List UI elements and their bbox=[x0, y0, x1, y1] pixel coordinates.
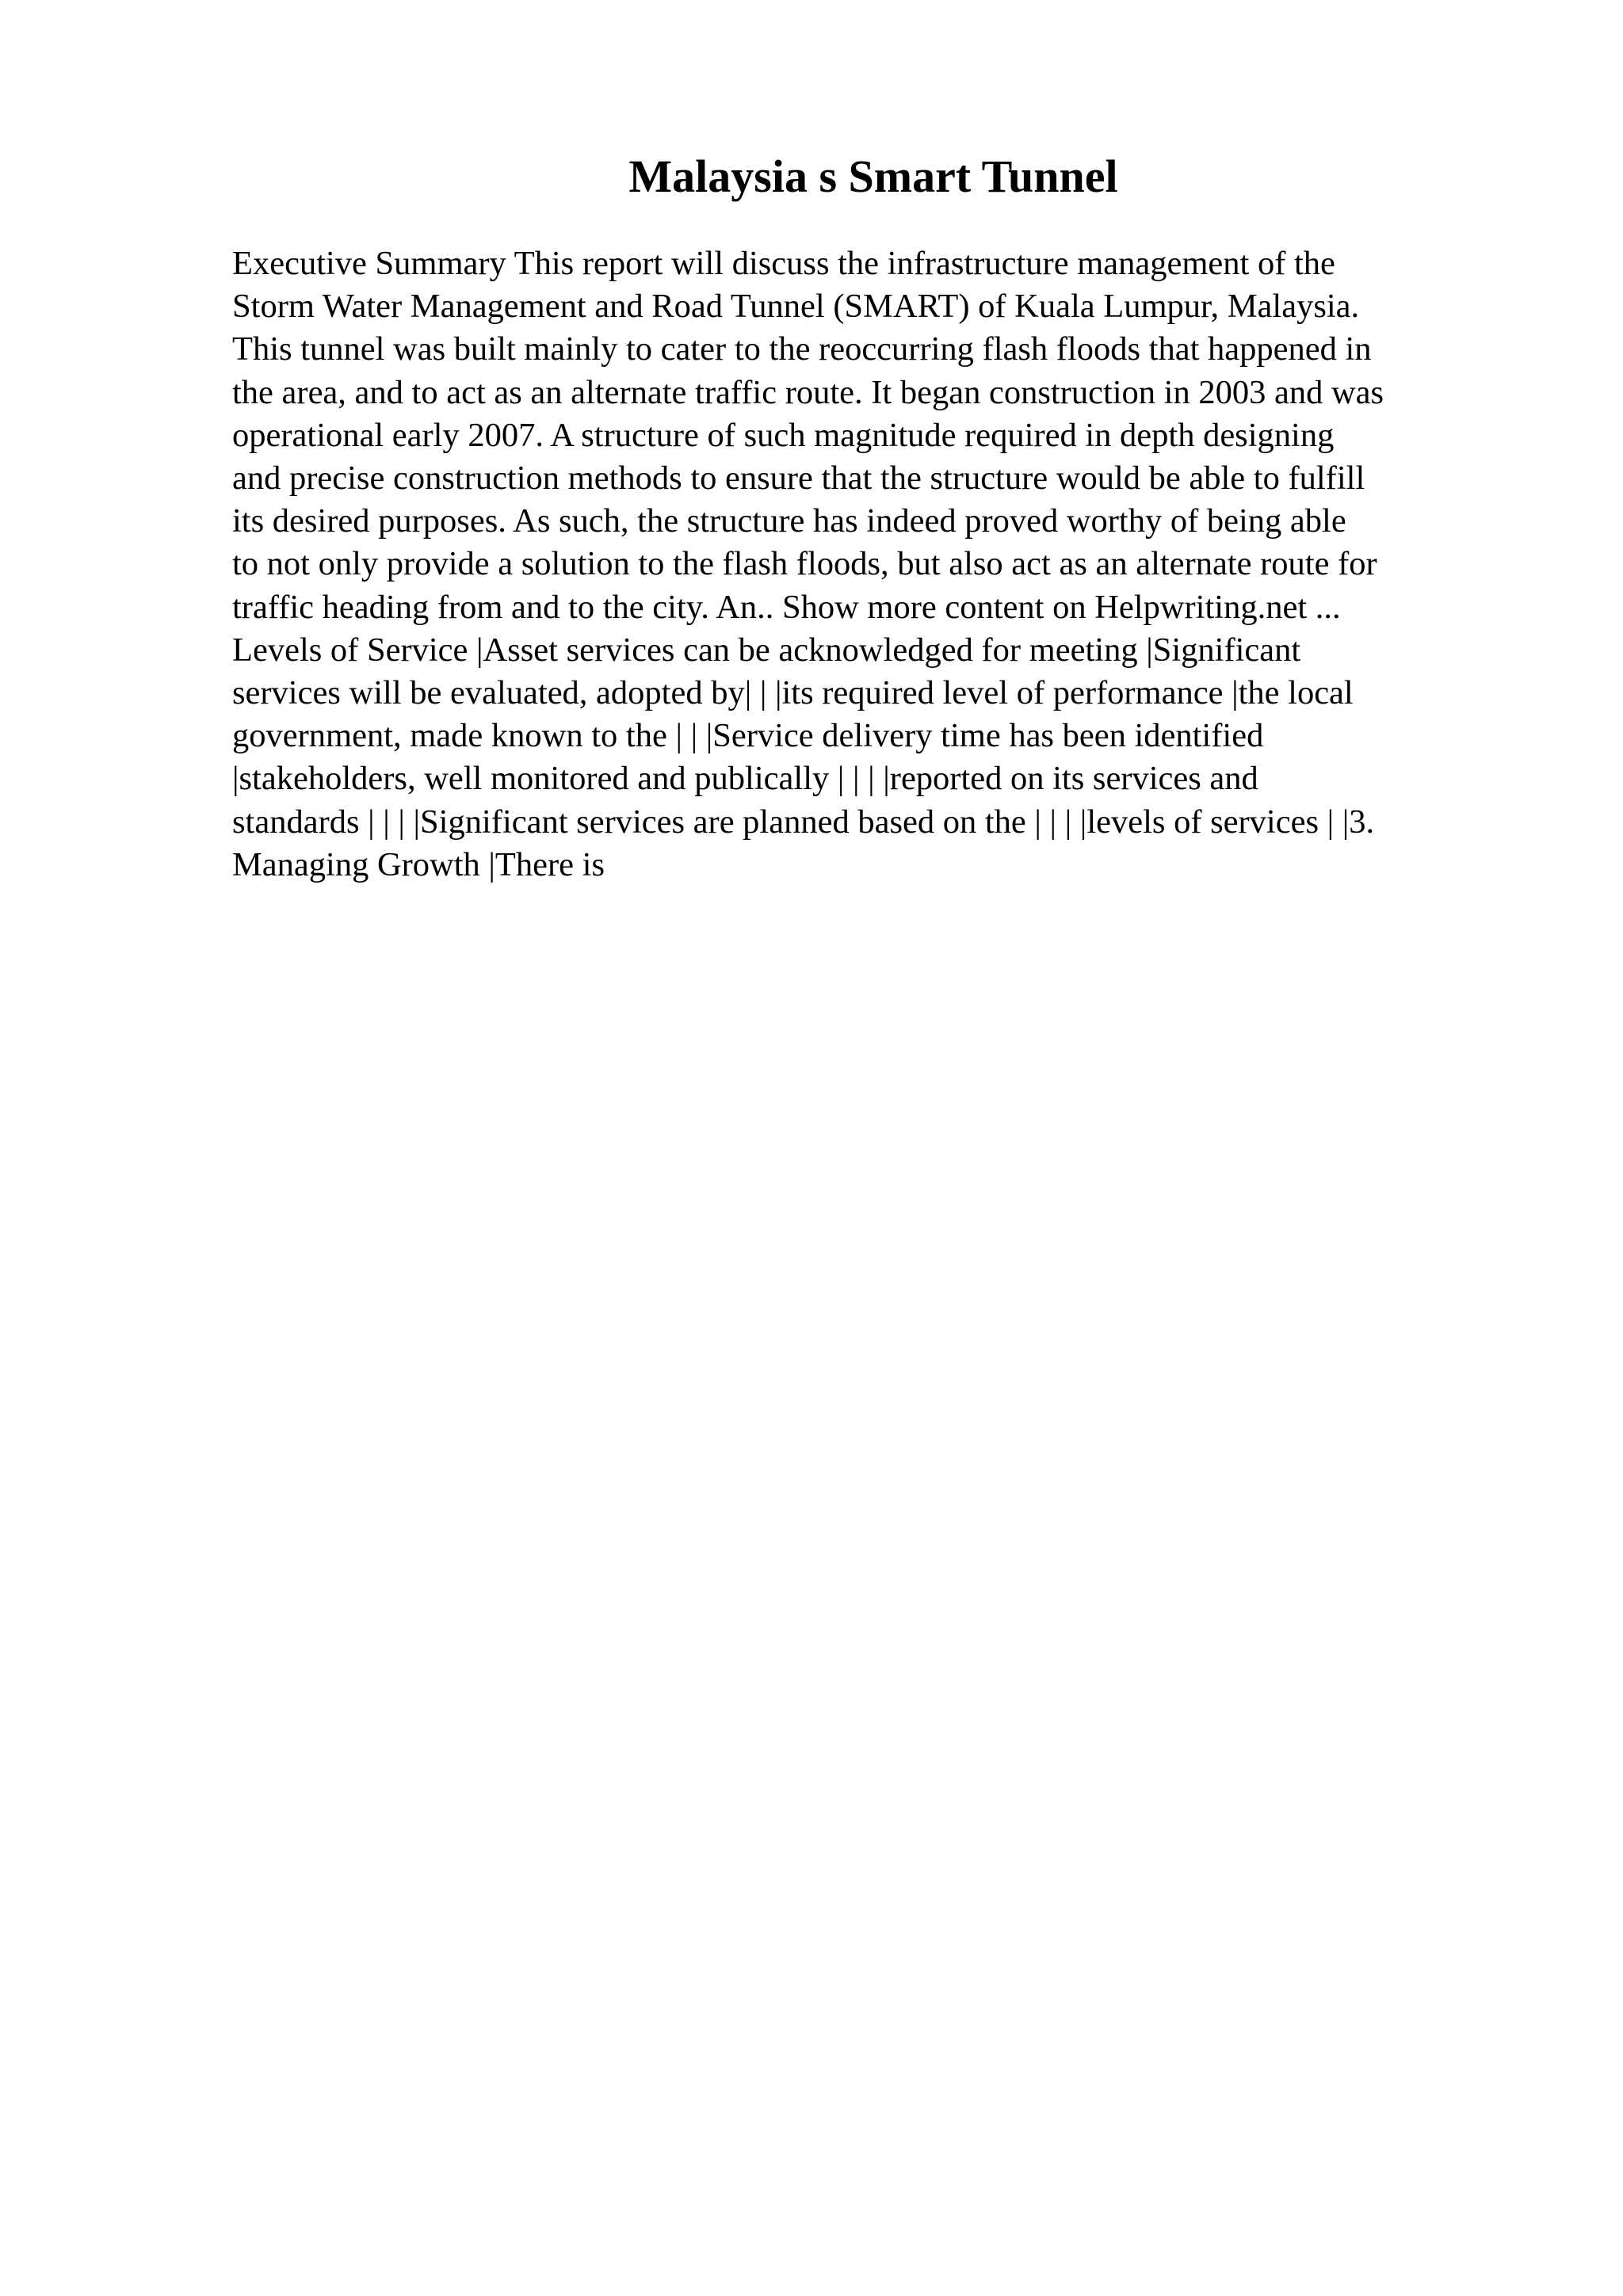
body-line: Storm Water Management and Road Tunnel (SMART) of Kuala Lumpur, Malaysia. bbox=[232, 288, 1360, 326]
body-line: and precise construction methods to ensure that the structure would be able to fulfill bbox=[232, 460, 1365, 498]
body-line: government, made known to the | | |Service delivery time has been identified bbox=[232, 717, 1264, 755]
body-line: |stakeholders, well monitored and publically | | | |reported on its services and bbox=[232, 760, 1258, 798]
body-line: the area, and to act as an alternate traffic route. It began construction in 2003 and was bbox=[232, 373, 1384, 411]
body-line: Levels of Service |Asset services can be acknowledged for meeting |Significant bbox=[232, 631, 1301, 669]
body-line: This tunnel was built mainly to cater to the reoccurring flash floods that happened in bbox=[232, 330, 1372, 368]
body-line: Executive Summary This report will discuss the infrastructure management of the bbox=[232, 245, 1335, 282]
body-line: Managing Growth |There is bbox=[232, 845, 605, 883]
body-line: services will be evaluated, adopted by| | |its required level of performance |the local bbox=[232, 674, 1354, 712]
body-line: operational early 2007. A structure of such magnitude required in depth designing bbox=[232, 416, 1335, 454]
document-body bbox=[232, 242, 1500, 887]
document-title: Malaysia s Smart Tunnel bbox=[628, 151, 1118, 202]
body-line: traffic heading from and to the city. An.. Show more content on Helpwriting.net ... bbox=[232, 588, 1341, 626]
body-line: its desired purposes. As such, the structure has indeed proved worthy of being able bbox=[232, 502, 1346, 540]
body-line: standards | | | |Significant services are planned based on the | | | |levels of services | |3. bbox=[232, 803, 1375, 841]
body-line: to not only provide a solution to the flash floods, but also act as an alternate route for bbox=[232, 545, 1377, 583]
